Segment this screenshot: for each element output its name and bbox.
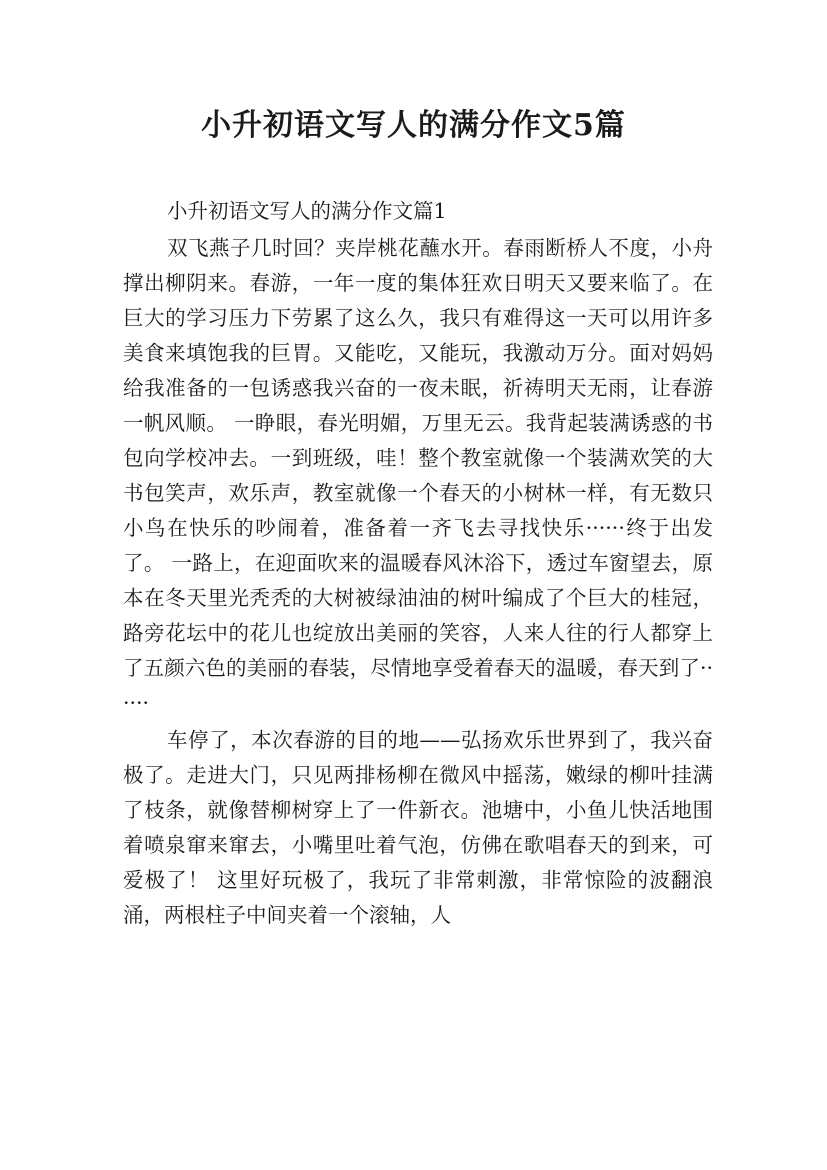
- paragraph-2: 车停了，本次春游的目的地——弘扬欢乐世界到了，我兴奋极了。走进大门，只见两排杨柳在微风中摇荡，嫩绿的柳叶挂满了枝条，就像替柳树穿上了一件新衣。池塘中，小鱼儿快活地围着喷泉窜来窜去，小嘴里吐着气泡，仿佛在歌唱春天的到来，可爱极了！ 这里好玩极了，我玩了非常刺激，非常惊险的波翻浪涌，两根柱子中间夹着一个滚轴，人: [123, 728, 713, 927]
- paragraph-1: 双飞燕子几时回？夹岸桃花蘸水开。春雨断桥人不度，小舟撑出柳阴来。春游，一年一度的集体狂欢日明天又要来临了。在巨大的学习压力下劳累了这么久，我只有难得这一天可以用许多美食来填饱我的巨胃。又能吃，又能玩，我激动万分。面对妈妈给我准备的一包诱惑我兴奋的一夜未眠，祈祷明天无雨，让春游一帆风顺。 一睁眼，春光明媚，万里无云。我背起装满诱惑的书包向学校冲去。一到班级，哇！整个教室就像一个装满欢笑的大书包笑声，欢乐声，教室就像一个春天的小树林一样，有无数只小鸟在快乐的吵闹着，准备着一齐飞去寻找快乐······终于出发了。 一路上，在迎面吹来的温暖春风沐浴下，透过车窗望去，原本在冬天里光秃秃的大树被绿油油的树叶编成了个巨大的桂冠，路旁花坛中的花儿也绽放出美丽的笑容，人来人往的行人都穿上了五颜六色的美丽的春装，尽情地享受着春天的温暖，春天到了······: [123, 236, 713, 715]
- section-heading: 小升初语文写人的满分作文篇1: [167, 199, 447, 223]
- document-body: [123, 194, 713, 933]
- document-title: 小升初语文写人的满分作文5篇: [201, 108, 626, 143]
